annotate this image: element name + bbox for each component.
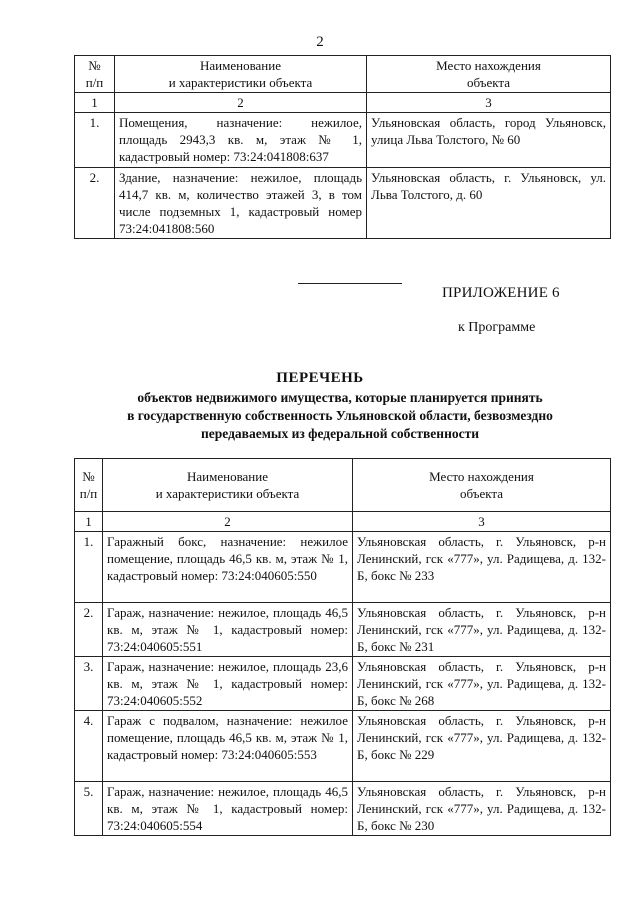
separator-line [298, 283, 402, 284]
appendix-subtitle: к Программе [458, 320, 536, 335]
page-number: 2 [316, 34, 324, 50]
colnum-1: 1 [75, 93, 115, 113]
row-location: Ульяновская область, г. Ульяновск, р-н Ленинский, гск «777», ул. Радищева, д. 132-Б, бокс № 268 [353, 657, 611, 711]
row-name: Помещения, назначение: нежилое, площадь 2943,3 кв. м, этаж № 1, кадастровый номер: 73:24:041808:637 [115, 113, 367, 168]
appendix-title: ПРИЛОЖЕНИЕ 6 [442, 285, 560, 301]
header-number: № п/п [75, 56, 115, 93]
colnum-3: 3 [353, 512, 611, 532]
list-subtitle-line: объектов недвижимого имущества, которые планируется принять [137, 390, 543, 405]
colnum-2: 2 [115, 93, 367, 113]
row-number: 2. [75, 603, 103, 657]
table-colnum-row [75, 512, 611, 532]
row-location: Ульяновская область, г. Ульяновск, ул. Льва Толстого, д. 60 [367, 168, 611, 239]
colnum-3: 3 [367, 93, 611, 113]
row-name: Гаражный бокс, назначение: нежилое помещение, площадь 46,5 кв. м, этаж № 1, кадастровый номер: 73:24:040605:550 [103, 532, 353, 603]
row-location: Ульяновская область, г. Ульяновск, р-н Ленинский, гск «777», ул. Радищева, д. 132-Б, бокс № 231 [353, 603, 611, 657]
header-location: Место нахождения объекта [367, 56, 611, 93]
colnum-1: 1 [75, 512, 103, 532]
row-location: Ульяновская область, г. Ульяновск, р-н Ленинский, гск «777», ул. Радищева, д. 132-Б, бокс № 230 [353, 782, 611, 836]
row-name: Гараж, назначение: нежилое, площадь 46,5 кв. м, этаж № 1, кадастровый номер: 73:24:040605:554 [103, 782, 353, 836]
header-name: Наименование и характеристики объекта [115, 56, 367, 93]
row-name: Здание, назначение: нежилое, площадь 414,7 кв. м, количество этажей 3, в том числе подземных 1, кадастровый номер 73:24:041808:560 [115, 168, 367, 239]
table-row [75, 657, 611, 711]
row-number: 1. [75, 113, 115, 168]
row-location: Ульяновская область, г. Ульяновск, р-н Ленинский, гск «777», ул. Радищева, д. 132-Б, бокс № 229 [353, 711, 611, 782]
list-subtitle-line: передаваемых из федеральной собственности [201, 426, 479, 441]
objects-table-2 [74, 458, 611, 836]
colnum-2: 2 [103, 512, 353, 532]
header-number: № п/п [75, 459, 103, 512]
table-row [75, 711, 611, 782]
list-subtitle [90, 389, 590, 443]
list-title: ПЕРЕЧЕНЬ [276, 370, 364, 386]
table-row [75, 782, 611, 836]
table-header-row [75, 459, 611, 512]
row-number: 4. [75, 711, 103, 782]
list-subtitle-line: в государственную собственность Ульяновской области, безвозмездно [127, 408, 553, 423]
row-number: 5. [75, 782, 103, 836]
row-name: Гараж, назначение: нежилое, площадь 46,5 кв. м, этаж № 1, кадастровый номер: 73:24:040605:551 [103, 603, 353, 657]
row-number: 2. [75, 168, 115, 239]
header-location: Место нахождения объекта [353, 459, 611, 512]
table-row [75, 168, 611, 239]
table-colnum-row [75, 93, 611, 113]
table-row [75, 603, 611, 657]
table-row [75, 113, 611, 168]
row-number: 1. [75, 532, 103, 603]
row-name: Гараж, назначение: нежилое, площадь 23,6 кв. м, этаж № 1, кадастровый номер: 73:24:040605:552 [103, 657, 353, 711]
objects-table-1 [74, 55, 611, 239]
row-name: Гараж с подвалом, назначение: нежилое помещение, площадь 46,5 кв. м, этаж № 1, кадастровый номер: 73:24:040605:553 [103, 711, 353, 782]
table-row [75, 532, 611, 603]
row-location: Ульяновская область, город Ульяновск, улица Льва Толстого, № 60 [367, 113, 611, 168]
row-number: 3. [75, 657, 103, 711]
header-name: Наименование и характеристики объекта [103, 459, 353, 512]
table-header-row [75, 56, 611, 93]
row-location: Ульяновская область, г. Ульяновск, р-н Ленинский, гск «777», ул. Радищева, д. 132-Б, бокс № 233 [353, 532, 611, 603]
